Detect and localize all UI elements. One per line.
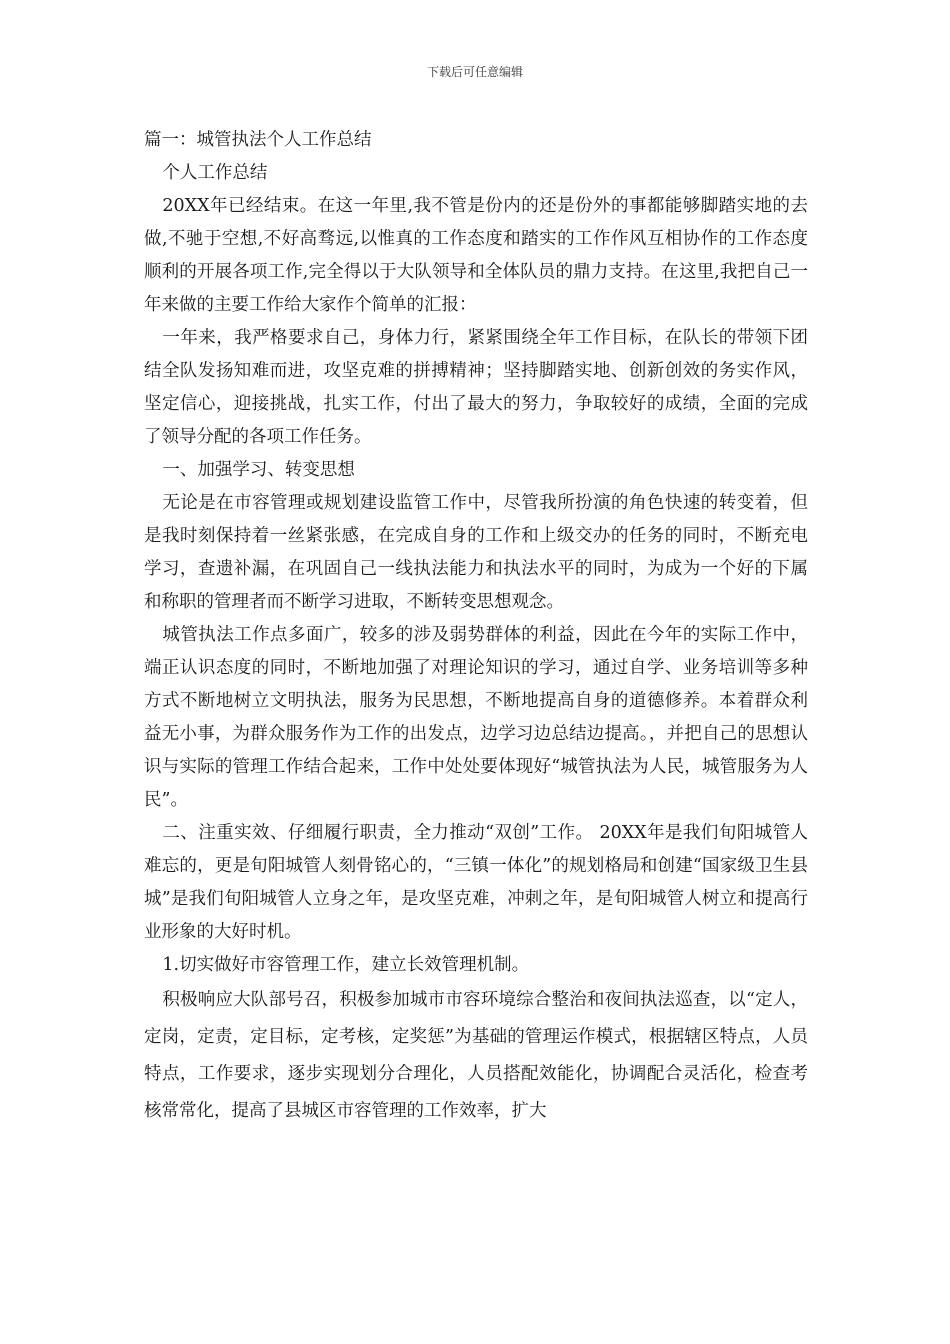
paragraph-overview: 一年来，我严格要求自己，身体力行，紧紧围绕全年工作目标，在队长的带领下团结全队发扬知难而进，攻坚克难的拼搏精神；坚持脚踏实地、创新创效的务实作风，坚定信心，迎接挑战，扎实工作，付出了最大的努力，争取较好的成绩，全面的完成了领导分配的各项工作任务。 <box>144 328 808 447</box>
document-title: 篇一：城管执法个人工作总结 <box>144 130 372 150</box>
section-heading-2: 二、注重实效、仔细履行职责，全力推动“双创”工作。 20XX年是我们旬阳城管人难忘的，更是旬阳城管人刻骨铭心的，“三镇一体化”的规划格局和创建“国家级卫生县城”是我们旬阳城管人立身之年，是攻坚克难，冲刺之年，是旬阳城管人树立和提高行业形象的大好时机。 <box>144 823 808 942</box>
subsection-heading-1: 1.切实做好市容管理工作，建立长效管理机制。 <box>162 955 530 975</box>
document-subtitle: 个人工作总结 <box>162 163 268 183</box>
section-heading-1: 一、加强学习、转变思想 <box>162 460 355 480</box>
document-body <box>144 124 826 1130</box>
page-header: 下载后可任意编辑 <box>426 65 523 79</box>
paragraph-city-management: 积极响应大队部号召，积极参加城市市容环境综合整治和夜间执法巡查，以“定人，定岗，定责，定目标，定考核，定奖惩”为基础的管理运作模式，根据辖区特点，人员特点，工作要求，逐步实现划分合理化，人员搭配效能化，协调配合灵活化，检查考核常常化，提高了县城区市容管理的工作效率，扩大 <box>144 990 808 1121</box>
paragraph-enforcement: 城管执法工作点多面广，较多的涉及弱势群体的利益，因此在今年的实际工作中，端正认识态度的同时，不断地加强了对理论知识的学习，通过自学、业务培训等多种方式不断地树立文明执法，服务为民思想，不断地提高自身的道德修养。本着群众利 益无小事，为群众服务作为工作的出发点，边学习边总结边提高。，并把自己的思想认识与实际的管理工作结合起来，工作中处处要体现好“城管执法为人民，城管服务为人民”。 <box>144 625 826 810</box>
paragraph-intro: 20XX年已经结束。在这一年里,我不管是份内的还是份外的事都能够脚踏实地的去做,不驰于空想,不好高骛远,以惟真的工作态度和踏实的工作作风互相协作的工作态度顺利的开展各项工作,完全得以于大队领导和全体队员的鼎力支持。在这里,我把自己一年来做的主要工作给大家作个简单的汇报： <box>144 196 808 315</box>
paragraph-study: 无论是在市容管理或规划建设监管工作中，尽管我所扮演的角色快速的转变着，但是我时刻保持着一丝紧张感，在完成自身的工作和上级交办的任务的同时，不断充电学习，查遗补漏，在巩固自己一线执法能力和执法水平的同时，为成为一个好的下属和称职的管理者而不断学习进取，不断转变思想观念。 <box>144 493 808 612</box>
